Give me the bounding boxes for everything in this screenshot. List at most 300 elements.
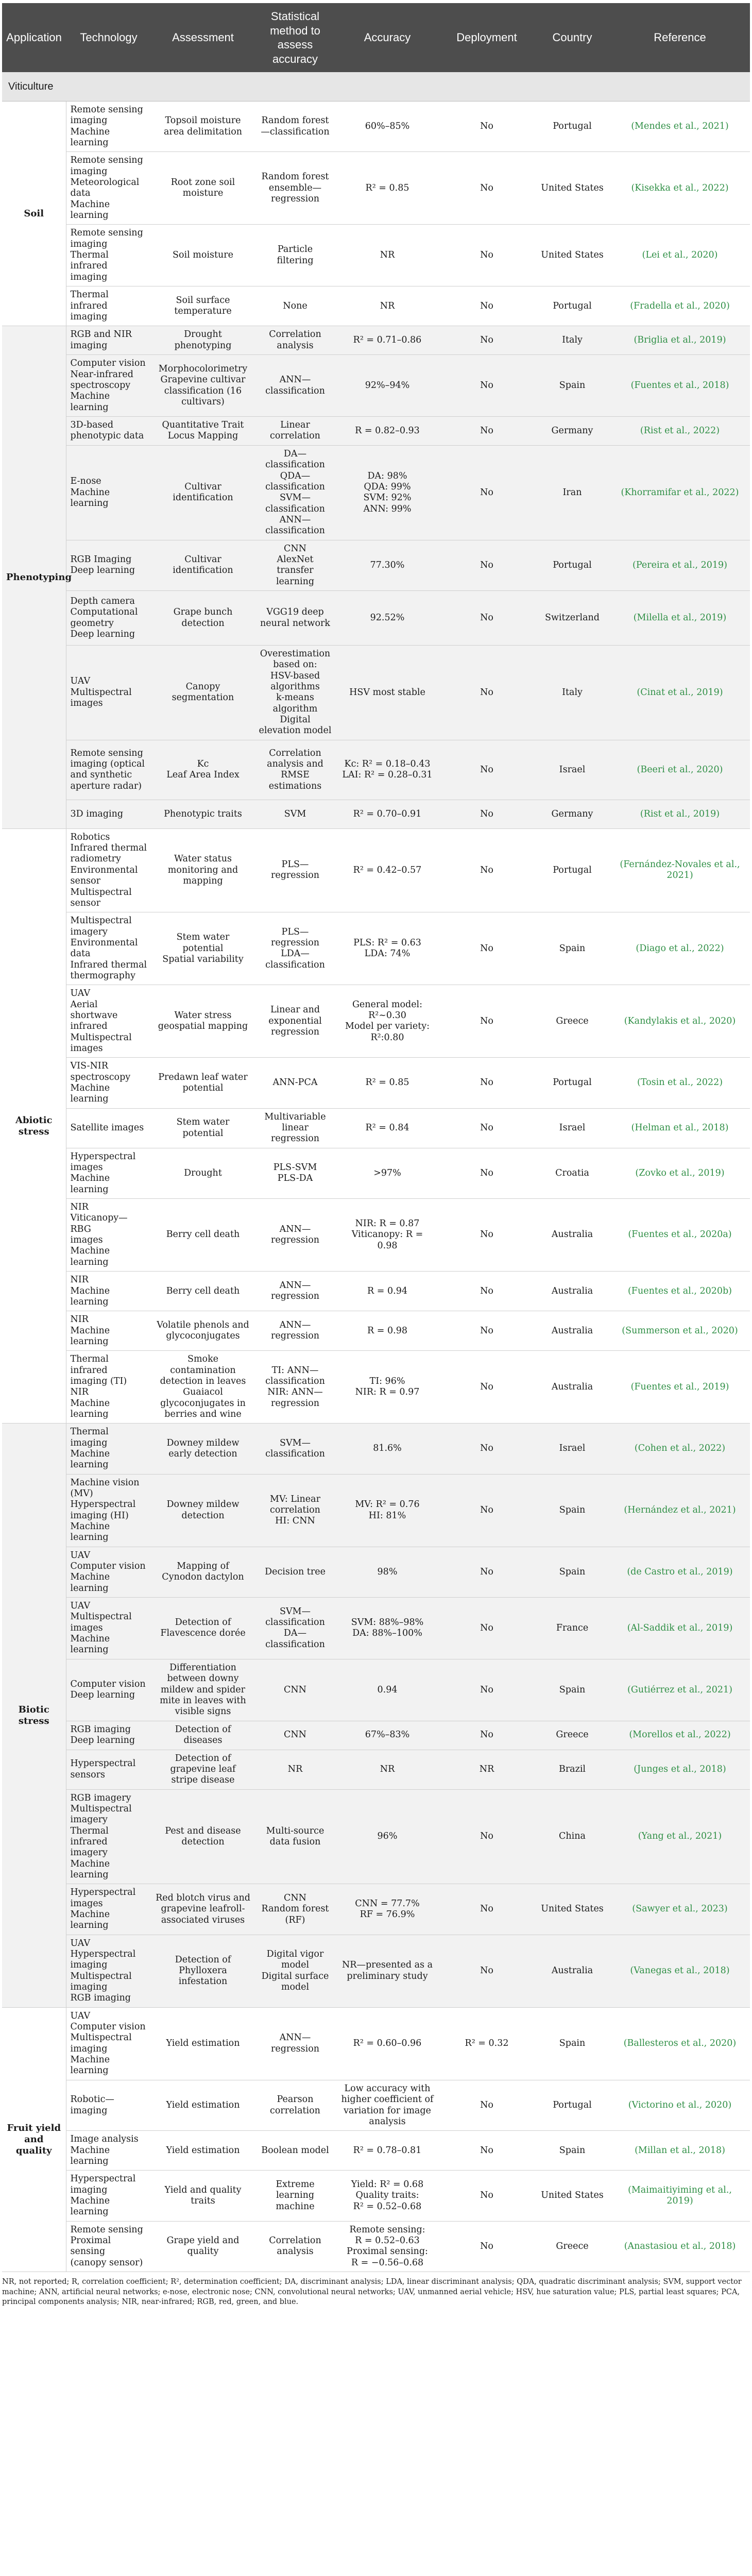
country-cell: Australia xyxy=(535,1311,610,1351)
accuracy-cell: PLS: R² = 0.63 LDA: 74% xyxy=(336,912,439,985)
reference-cell[interactable]: (Junges et al., 2018) xyxy=(610,1750,750,1789)
reference-cell[interactable]: (Sawyer et al., 2023) xyxy=(610,1884,750,1935)
method-cell: ANN—regression xyxy=(254,1199,336,1272)
deployment-cell: No xyxy=(439,1058,535,1108)
technology-cell: Multispectral imagery Environmental data Infrared thermal thermography xyxy=(66,912,151,985)
assessment-cell: Drought xyxy=(151,1148,254,1198)
method-cell: MV: Linear correlation HI: CNN xyxy=(254,1474,336,1547)
table-row xyxy=(2,1789,750,1884)
technology-cell: RGB and NIR imaging xyxy=(66,326,151,355)
method-cell: PLS—regression LDA—classification xyxy=(254,912,336,985)
technology-cell: RGB Imaging Deep learning xyxy=(66,540,151,590)
deployment-cell: No xyxy=(439,740,535,800)
accuracy-cell: MV: R² = 0.76 HI: 81% xyxy=(336,1474,439,1547)
table-row xyxy=(2,101,750,152)
technology-cell: UAV Aerial shortwave infrared Multispectral images xyxy=(66,985,151,1058)
table-row xyxy=(2,1108,750,1148)
deployment-cell: No xyxy=(439,1598,535,1659)
country-cell: Portugal xyxy=(535,828,610,912)
accuracy-cell: SVM: 88%–98% DA: 88%–100% xyxy=(336,1598,439,1659)
deployment-cell: No xyxy=(439,591,535,646)
method-cell: CNN AlexNet transfer learning xyxy=(254,540,336,590)
technology-cell: Remote sensing imaging Machine learning xyxy=(66,101,151,152)
country-cell: Portugal xyxy=(535,286,610,326)
reference-cell[interactable]: (Beeri et al., 2020) xyxy=(610,740,750,800)
table-row xyxy=(2,1311,750,1351)
method-cell: ANN—classification xyxy=(254,355,336,417)
method-cell: Correlation analysis xyxy=(254,326,336,355)
header-application: Application xyxy=(2,3,66,72)
assessment-cell: Volatile phenols and glycoconjugates xyxy=(151,1311,254,1351)
country-cell: Germany xyxy=(535,416,610,445)
country-cell: Spain xyxy=(535,2007,610,2080)
accuracy-cell: R = 0.94 xyxy=(336,1272,439,1311)
method-cell: Multivariable linear regression xyxy=(254,1108,336,1148)
deployment-cell: No xyxy=(439,1351,535,1423)
deployment-cell: No xyxy=(439,912,535,985)
technology-cell: Robotic—imaging xyxy=(66,2080,151,2130)
technology-cell: Remote sensing imaging Thermal infrared imaging xyxy=(66,225,151,286)
technology-cell: Remote sensing imaging Meteorological data Machine learning xyxy=(66,152,151,225)
table-row xyxy=(2,1659,750,1721)
table-row xyxy=(2,1423,750,1474)
country-cell: United States xyxy=(535,225,610,286)
country-cell: Australia xyxy=(535,1199,610,1272)
technology-cell: Satellite images xyxy=(66,1108,151,1148)
table-row xyxy=(2,1148,750,1198)
technology-cell: Thermal infrared imaging xyxy=(66,286,151,326)
header-row xyxy=(2,3,750,72)
table-row xyxy=(2,1547,750,1597)
technology-cell: VIS-NIR spectroscopy Machine learning xyxy=(66,1058,151,1108)
accuracy-cell: R² = 0.85 xyxy=(336,152,439,225)
method-cell: SVM—classification DA—classification xyxy=(254,1598,336,1659)
reference-cell[interactable]: (Gutiérrez et al., 2021) xyxy=(610,1659,750,1721)
table-row xyxy=(2,1884,750,1935)
table-row xyxy=(2,1272,750,1311)
deployment-cell: No xyxy=(439,1884,535,1935)
method-cell: PLS-SVM PLS-DA xyxy=(254,1148,336,1198)
technology-cell: Hyperspectral sensors xyxy=(66,1750,151,1789)
method-cell: CNN xyxy=(254,1659,336,1721)
reference-cell[interactable]: (Victorino et al., 2020) xyxy=(610,2080,750,2130)
technology-cell: UAV Multispectral images Machine learning xyxy=(66,1598,151,1659)
method-cell: Particle filtering xyxy=(254,225,336,286)
deployment-cell: NR xyxy=(439,1750,535,1789)
country-cell: Portugal xyxy=(535,101,610,152)
country-cell: Germany xyxy=(535,800,610,828)
method-cell: ANN—regression xyxy=(254,1311,336,1351)
reference-cell[interactable]: (Fuentes et al., 2019) xyxy=(610,1351,750,1423)
application-cell: Phenotyping xyxy=(2,326,66,829)
reference-cell[interactable]: (Fuentes et al., 2020a) xyxy=(610,1199,750,1272)
accuracy-cell: R = 0.98 xyxy=(336,1311,439,1351)
assessment-cell: Quantitative Trait Locus Mapping xyxy=(151,416,254,445)
reference-cell[interactable]: (Lei et al., 2020) xyxy=(610,225,750,286)
reference-cell[interactable]: (Zovko et al., 2019) xyxy=(610,1148,750,1198)
deployment-cell: No xyxy=(439,1272,535,1311)
table-row xyxy=(2,416,750,445)
reference-cell[interactable]: (Briglia et al., 2019) xyxy=(610,326,750,355)
table-row xyxy=(2,326,750,355)
deployment-cell: No xyxy=(439,152,535,225)
assessment-cell: Berry cell death xyxy=(151,1272,254,1311)
accuracy-cell: Yield: R² = 0.68 Quality traits: R² = 0.52–0.68 xyxy=(336,2171,439,2221)
method-cell: SVM—classification xyxy=(254,1423,336,1474)
deployment-cell: No xyxy=(439,1659,535,1721)
assessment-cell: Berry cell death xyxy=(151,1199,254,1272)
country-cell: Israel xyxy=(535,1423,610,1474)
assessment-cell: Canopy segmentation xyxy=(151,646,254,740)
country-cell: Portugal xyxy=(535,1058,610,1108)
reference-cell[interactable]: (Vanegas et al., 2018) xyxy=(610,1935,750,2007)
method-cell: Random forest—classification xyxy=(254,101,336,152)
assessment-cell: Water stress geospatial mapping xyxy=(151,985,254,1058)
table-row xyxy=(2,1199,750,1272)
table-row xyxy=(2,1598,750,1659)
assessment-cell: Water status monitoring and mapping xyxy=(151,828,254,912)
table-row xyxy=(2,355,750,417)
deployment-cell: No xyxy=(439,1148,535,1198)
assessment-cell: Detection of grapevine leaf stripe disease xyxy=(151,1750,254,1789)
technology-cell: Thermal imaging Machine learning xyxy=(66,1423,151,1474)
country-cell: Spain xyxy=(535,2131,610,2171)
accuracy-cell: 0.94 xyxy=(336,1659,439,1721)
technology-cell: UAV Multispectral images xyxy=(66,646,151,740)
country-cell: United States xyxy=(535,2171,610,2221)
accuracy-cell: R² = 0.85 xyxy=(336,1058,439,1108)
table-row xyxy=(2,286,750,326)
technology-cell: RGB imaging Deep learning xyxy=(66,1721,151,1750)
deployment-cell: No xyxy=(439,2131,535,2171)
deployment-cell: No xyxy=(439,1547,535,1597)
table-row xyxy=(2,2171,750,2221)
deployment-cell: No xyxy=(439,800,535,828)
reference-cell[interactable]: (Fuentes et al., 2020b) xyxy=(610,1272,750,1311)
assessment-cell: Topsoil moisture area delimitation xyxy=(151,101,254,152)
method-cell: SVM xyxy=(254,800,336,828)
deployment-cell: No xyxy=(439,416,535,445)
assessment-cell: Yield and quality traits xyxy=(151,2171,254,2221)
country-cell: United States xyxy=(535,152,610,225)
assessment-cell: Yield estimation xyxy=(151,2007,254,2080)
reference-cell[interactable]: (Tosin et al., 2022) xyxy=(610,1058,750,1108)
method-cell: Correlation analysis xyxy=(254,2221,336,2272)
application-cell: Fruit yield and quality xyxy=(2,2007,66,2272)
assessment-cell: Downey mildew early detection xyxy=(151,1423,254,1474)
method-cell: Random forest ensemble—regression xyxy=(254,152,336,225)
technology-cell: UAV Computer vision Multispectral imaging Machine learning xyxy=(66,2007,151,2080)
accuracy-cell: HSV most stable xyxy=(336,646,439,740)
technology-cell: Robotics Infrared thermal radiometry Environmental sensor Multispectral sensor xyxy=(66,828,151,912)
method-cell: Correlation analysis and RMSE estimations xyxy=(254,740,336,800)
accuracy-cell: General model: R²~0.30 Model per variety: R²:0.80 xyxy=(336,985,439,1058)
reference-cell[interactable]: (Summerson et al., 2020) xyxy=(610,1311,750,1351)
method-cell: Linear and exponential regression xyxy=(254,985,336,1058)
table-row xyxy=(2,646,750,740)
country-cell: Australia xyxy=(535,1935,610,2007)
accuracy-cell: R = 0.82–0.93 xyxy=(336,416,439,445)
accuracy-cell: R² = 0.78–0.81 xyxy=(336,2131,439,2171)
method-cell: Multi-source data fusion xyxy=(254,1789,336,1884)
table-row xyxy=(2,2080,750,2130)
viticulture-table xyxy=(2,3,750,2272)
table-row xyxy=(2,2131,750,2171)
reference-cell[interactable]: (Helman et al., 2018) xyxy=(610,1108,750,1148)
assessment-cell: Root zone soil moisture xyxy=(151,152,254,225)
technology-cell: E-nose Machine learning xyxy=(66,445,151,540)
country-cell: Iran xyxy=(535,445,610,540)
assessment-cell: Phenotypic traits xyxy=(151,800,254,828)
reference-cell[interactable]: (Diago et al., 2022) xyxy=(610,912,750,985)
reference-cell[interactable]: (Pereira et al., 2019) xyxy=(610,540,750,590)
method-cell: Extreme learning machine xyxy=(254,2171,336,2221)
accuracy-cell: DA: 98% QDA: 99% SVM: 92% ANN: 99% xyxy=(336,445,439,540)
method-cell: PLS—regression xyxy=(254,828,336,912)
table-row xyxy=(2,1750,750,1789)
technology-cell: Hyperspectral imaging Machine learning xyxy=(66,2171,151,2221)
method-cell: CNN Random forest (RF) xyxy=(254,1884,336,1935)
table-row xyxy=(2,912,750,985)
application-cell: Abiotic stress xyxy=(2,828,66,1423)
country-cell: Brazil xyxy=(535,1750,610,1789)
reference-cell[interactable]: (Kandylakis et al., 2020) xyxy=(610,985,750,1058)
application-cell: Soil xyxy=(2,101,66,326)
method-cell: ANN—regression xyxy=(254,1272,336,1311)
assessment-cell: Detection of diseases xyxy=(151,1721,254,1750)
accuracy-cell: 92.52% xyxy=(336,591,439,646)
assessment-cell: Cultivar identification xyxy=(151,445,254,540)
deployment-cell: No xyxy=(439,985,535,1058)
technology-cell: Computer vision Near-infrared spectroscopy Machine learning xyxy=(66,355,151,417)
deployment-cell: No xyxy=(439,828,535,912)
reference-cell[interactable]: (Yang et al., 2021) xyxy=(610,1789,750,1884)
country-cell: Spain xyxy=(535,1659,610,1721)
reference-cell[interactable]: (Millan et al., 2018) xyxy=(610,2131,750,2171)
method-cell: None xyxy=(254,286,336,326)
reference-cell[interactable]: (Fuentes et al., 2018) xyxy=(610,355,750,417)
table-container xyxy=(2,3,750,2308)
deployment-cell: No xyxy=(439,1311,535,1351)
accuracy-cell: R² = 0.60–0.96 xyxy=(336,2007,439,2080)
header-accuracy: Accuracy xyxy=(336,3,439,72)
reference-cell[interactable]: (Hernández et al., 2021) xyxy=(610,1474,750,1547)
country-cell: Spain xyxy=(535,1547,610,1597)
method-cell: DA—classification QDA—classification SVM—classification ANN—classification xyxy=(254,445,336,540)
header-technology: Technology xyxy=(66,3,151,72)
table-row xyxy=(2,591,750,646)
accuracy-cell: 92%–94% xyxy=(336,355,439,417)
accuracy-cell: Kc: R² = 0.18–0.43 LAI: R² = 0.28–0.31 xyxy=(336,740,439,800)
technology-cell: UAV Computer vision Machine learning xyxy=(66,1547,151,1597)
assessment-cell: Mapping of Cynodon dactylon xyxy=(151,1547,254,1597)
table-footnote: NR, not reported; R, correlation coefficient; R², determination coefficient; DA, discriminant analysis; LDA, linear discriminant analysis; QDA, quadratic discriminant analysis; SVM, support vector machine; ANN, artificial neural networks; e-nose, electronic nose; CNN, convolutional neural networks; UAV, unmanned aerial vehicle; HSV, hue saturation value; PLS, partial least squares; PCA, principal components analysis; NIR, near-infrared; RGB, red, green, and blue. xyxy=(2,2277,742,2307)
header-reference: Reference xyxy=(610,3,750,72)
accuracy-cell: >97% xyxy=(336,1148,439,1198)
accuracy-cell: NR—presented as a preliminary study xyxy=(336,1935,439,2007)
application-cell: Biotic stress xyxy=(2,1423,66,2007)
assessment-cell: Differentiation between downy mildew and spider mite in leaves with visible signs xyxy=(151,1659,254,1721)
reference-cell[interactable]: (Al-Saddik et al., 2019) xyxy=(610,1598,750,1659)
deployment-cell: No xyxy=(439,445,535,540)
deployment-cell: No xyxy=(439,326,535,355)
technology-cell: NIR Viticanopy—RBG images Machine learning xyxy=(66,1199,151,1272)
table-row xyxy=(2,1721,750,1750)
reference-cell[interactable]: (Fernández-Novales et al., 2021) xyxy=(610,828,750,912)
table-row xyxy=(2,225,750,286)
header-country: Country xyxy=(535,3,610,72)
deployment-cell: No xyxy=(439,101,535,152)
deployment-cell: No xyxy=(439,225,535,286)
section-row xyxy=(2,72,750,101)
deployment-cell: No xyxy=(439,1423,535,1474)
technology-cell: NIR Machine learning xyxy=(66,1272,151,1311)
accuracy-cell: NR xyxy=(336,286,439,326)
header-method: Statistical method to assess accuracy xyxy=(254,3,336,72)
country-cell: France xyxy=(535,1598,610,1659)
country-cell: Croatia xyxy=(535,1148,610,1198)
technology-cell: Remote sensing imaging (optical and synthetic aperture radar) xyxy=(66,740,151,800)
accuracy-cell: R² = 0.70–0.91 xyxy=(336,800,439,828)
table-row xyxy=(2,985,750,1058)
header-deployment: Deployment xyxy=(439,3,535,72)
method-cell: Overestimation based on: HSV-based algorithms k-means algorithm Digital elevation model xyxy=(254,646,336,740)
accuracy-cell: 81.6% xyxy=(336,1423,439,1474)
technology-cell: Remote sensing Proximal sensing (canopy sensor) xyxy=(66,2221,151,2272)
reference-cell[interactable]: (Cinat et al., 2019) xyxy=(610,646,750,740)
country-cell: Portugal xyxy=(535,540,610,590)
table-row xyxy=(2,740,750,800)
assessment-cell: Drought phenotyping xyxy=(151,326,254,355)
country-cell: Greece xyxy=(535,1721,610,1750)
reference-cell[interactable]: (Kisekka et al., 2022) xyxy=(610,152,750,225)
method-cell: VGG19 deep neural network xyxy=(254,591,336,646)
assessment-cell: Smoke contamination detection in leaves Guaiacol glycoconjugates in berries and wine xyxy=(151,1351,254,1423)
reference-cell[interactable]: (Anastasiou et al., 2018) xyxy=(610,2221,750,2272)
deployment-cell: No xyxy=(439,2221,535,2272)
reference-cell[interactable]: (Maimaitiyiming et al., 2019) xyxy=(610,2171,750,2221)
technology-cell: Image analysis Machine learning xyxy=(66,2131,151,2171)
method-cell: TI: ANN—classification NIR: ANN—regression xyxy=(254,1351,336,1423)
deployment-cell: No xyxy=(439,355,535,417)
technology-cell: Hyperspectral images Machine learning xyxy=(66,1148,151,1198)
assessment-cell: Soil surface temperature xyxy=(151,286,254,326)
accuracy-cell: CNN = 77.7% RF = 76.9% xyxy=(336,1884,439,1935)
reference-cell[interactable]: (Rist et al., 2022) xyxy=(610,416,750,445)
method-cell: ANN-PCA xyxy=(254,1058,336,1108)
deployment-cell: No xyxy=(439,1721,535,1750)
accuracy-cell: NIR: R = 0.87 Viticanopy: R = 0.98 xyxy=(336,1199,439,1272)
reference-cell[interactable]: (de Castro et al., 2019) xyxy=(610,1547,750,1597)
accuracy-cell: TI: 96% NIR: R = 0.97 xyxy=(336,1351,439,1423)
deployment-cell: No xyxy=(439,1474,535,1547)
assessment-cell: Grape yield and quality xyxy=(151,2221,254,2272)
assessment-cell: Cultivar identification xyxy=(151,540,254,590)
assessment-cell: Red blotch virus and grapevine leafroll-associated viruses xyxy=(151,1884,254,1935)
technology-cell: Depth camera Computational geometry Deep learning xyxy=(66,591,151,646)
assessment-cell: Morphocolorimetry Grapevine cultivar classification (16 cultivars) xyxy=(151,355,254,417)
deployment-cell: No xyxy=(439,2080,535,2130)
deployment-cell: No xyxy=(439,1108,535,1148)
country-cell: Spain xyxy=(535,1474,610,1547)
accuracy-cell: 67%–83% xyxy=(336,1721,439,1750)
technology-cell: NIR Machine learning xyxy=(66,1311,151,1351)
accuracy-cell: Remote sensing: R = 0.52–0.63 Proximal sensing: R = −0.56–0.68 xyxy=(336,2221,439,2272)
table-row xyxy=(2,1935,750,2007)
assessment-cell: Pest and disease detection xyxy=(151,1789,254,1884)
table-row xyxy=(2,2221,750,2272)
reference-cell[interactable]: (Ballesteros et al., 2020) xyxy=(610,2007,750,2080)
reference-cell[interactable]: (Fradella et al., 2020) xyxy=(610,286,750,326)
accuracy-cell: R² = 0.42–0.57 xyxy=(336,828,439,912)
reference-cell[interactable]: (Milella et al., 2019) xyxy=(610,591,750,646)
technology-cell: Thermal infrared imaging (TI) NIR Machine learning xyxy=(66,1351,151,1423)
table-row xyxy=(2,152,750,225)
deployment-cell: No xyxy=(439,1199,535,1272)
country-cell: Spain xyxy=(535,912,610,985)
technology-cell: Computer vision Deep learning xyxy=(66,1659,151,1721)
assessment-cell: Kc Leaf Area Index xyxy=(151,740,254,800)
technology-cell: Hyperspectral images Machine learning xyxy=(66,1884,151,1935)
accuracy-cell: 77.30% xyxy=(336,540,439,590)
country-cell: Switzerland xyxy=(535,591,610,646)
method-cell: Linear correlation xyxy=(254,416,336,445)
table-row xyxy=(2,1058,750,1108)
country-cell: China xyxy=(535,1789,610,1884)
country-cell: Italy xyxy=(535,646,610,740)
assessment-cell: Yield estimation xyxy=(151,2131,254,2171)
deployment-cell: R² = 0.32 xyxy=(439,2007,535,2080)
method-cell: Decision tree xyxy=(254,1547,336,1597)
assessment-cell: Detection of Phylloxera infestation xyxy=(151,1935,254,2007)
reference-cell[interactable]: (Khorramifar et al., 2022) xyxy=(610,445,750,540)
method-cell: Boolean model xyxy=(254,2131,336,2171)
table-row xyxy=(2,540,750,590)
reference-cell[interactable]: (Cohen et al., 2022) xyxy=(610,1423,750,1474)
country-cell: Australia xyxy=(535,1272,610,1311)
method-cell: NR xyxy=(254,1750,336,1789)
country-cell: Greece xyxy=(535,985,610,1058)
country-cell: Greece xyxy=(535,2221,610,2272)
reference-cell[interactable]: (Rist et al., 2019) xyxy=(610,800,750,828)
technology-cell: 3D-based phenotypic data xyxy=(66,416,151,445)
reference-cell[interactable]: (Mendes et al., 2021) xyxy=(610,101,750,152)
accuracy-cell: R² = 0.84 xyxy=(336,1108,439,1148)
table-row xyxy=(2,1474,750,1547)
accuracy-cell: R² = 0.71–0.86 xyxy=(336,326,439,355)
section-title: Viticulture xyxy=(2,72,750,101)
country-cell: Israel xyxy=(535,740,610,800)
country-cell: Italy xyxy=(535,326,610,355)
assessment-cell: Grape bunch detection xyxy=(151,591,254,646)
method-cell: Digital vigor model Digital surface model xyxy=(254,1935,336,2007)
deployment-cell: No xyxy=(439,2171,535,2221)
deployment-cell: No xyxy=(439,646,535,740)
technology-cell: 3D imaging xyxy=(66,800,151,828)
assessment-cell: Predawn leaf water potential xyxy=(151,1058,254,1108)
accuracy-cell: NR xyxy=(336,1750,439,1789)
accuracy-cell: 98% xyxy=(336,1547,439,1597)
assessment-cell: Detection of Flavescence dorée xyxy=(151,1598,254,1659)
table-row xyxy=(2,1351,750,1423)
assessment-cell: Stem water potential Spatial variability xyxy=(151,912,254,985)
reference-cell[interactable]: (Morellos et al., 2022) xyxy=(610,1721,750,1750)
table-row xyxy=(2,445,750,540)
deployment-cell: No xyxy=(439,286,535,326)
table-row xyxy=(2,828,750,912)
accuracy-cell: NR xyxy=(336,225,439,286)
country-cell: Spain xyxy=(535,355,610,417)
